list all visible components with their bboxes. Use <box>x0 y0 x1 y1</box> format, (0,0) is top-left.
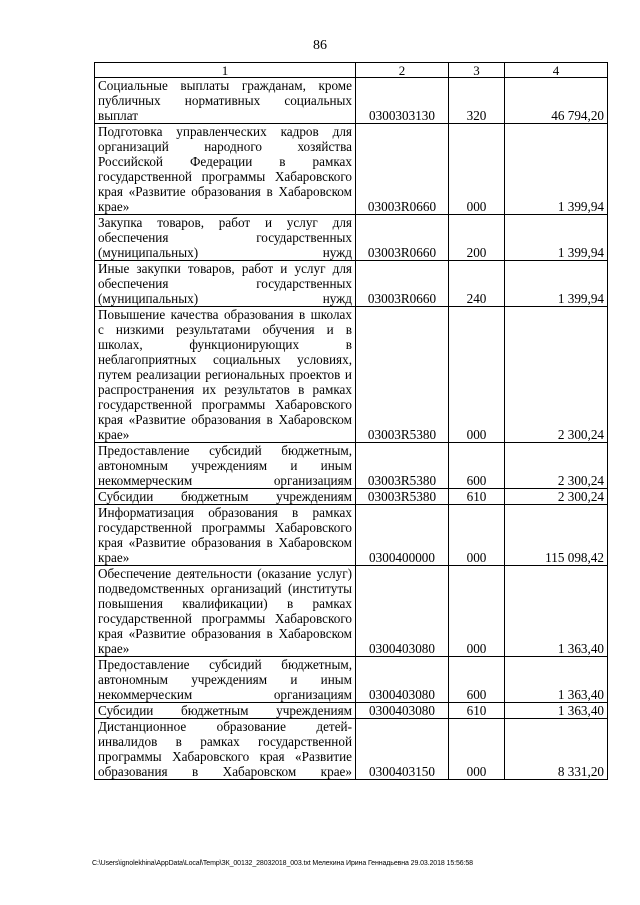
row-amount: 1 399,94 <box>505 124 608 215</box>
table-row <box>95 703 608 719</box>
row-target-code: 03003R5380 <box>356 443 449 489</box>
row-expense-type: 000 <box>449 124 505 215</box>
table-row <box>95 443 608 489</box>
table-row <box>95 489 608 505</box>
row-description: Иные закупки товаров, работ и услуг для обеспечения государственных (муниципальных) нужд <box>95 261 356 307</box>
row-expense-type: 600 <box>449 443 505 489</box>
page-number: 86 <box>313 38 327 53</box>
row-expense-type: 610 <box>449 489 505 505</box>
row-amount: 46 794,20 <box>505 78 608 124</box>
row-target-code: 03003R0660 <box>356 215 449 261</box>
row-expense-type: 320 <box>449 78 505 124</box>
row-target-code: 03003R0660 <box>356 124 449 215</box>
row-amount: 8 331,20 <box>505 719 608 780</box>
table-row <box>95 124 608 215</box>
row-expense-type: 610 <box>449 703 505 719</box>
row-amount: 2 300,24 <box>505 307 608 443</box>
row-description: Информатизация образования в рамках государственной программы Хабаровского края «Развитие образования в Хабаровском крае» <box>95 505 356 566</box>
row-target-code: 0300403080 <box>356 657 449 703</box>
row-description: Подготовка управленческих кадров для организаций народного хозяйства Российской Федерации в рамках государственной программы Хабаровского края «Развитие образования в Хабаровском крае» <box>95 124 356 215</box>
budget-table <box>94 62 608 780</box>
row-amount: 115 098,42 <box>505 505 608 566</box>
row-amount: 2 300,24 <box>505 489 608 505</box>
header-col-1: 1 <box>95 63 356 78</box>
row-target-code: 0300400000 <box>356 505 449 566</box>
row-description: Повышение качества образования в школах с низкими результатами обучения и в школах, функционирующих в неблагоприятных социальных условиях, путем реализации региональных проектов и распространения их результатов в рамках государственной программы Хабаровского края «Развитие образования в Хабаровском крае» <box>95 307 356 443</box>
row-expense-type: 000 <box>449 505 505 566</box>
table-row <box>95 719 608 780</box>
row-expense-type: 240 <box>449 261 505 307</box>
row-description: Дистанционное образование детей-инвалидов в рамках государственной программы Хабаровского края «Развитие образования в Хабаровском крае» <box>95 719 356 780</box>
row-amount: 1 363,40 <box>505 566 608 657</box>
file-path-footer: C:\Users\ignolekhina\AppData\Local\Temp\ЗК_00132_28032018_003.txt Мелехина Ирина Геннадьевна 29.03.2018 15:56:58 <box>92 860 473 867</box>
row-target-code: 0300403080 <box>356 566 449 657</box>
row-target-code: 0300303130 <box>356 78 449 124</box>
table-row <box>95 261 608 307</box>
row-expense-type: 000 <box>449 719 505 780</box>
row-description: Социальные выплаты гражданам, кроме публичных нормативных социальных выплат <box>95 78 356 124</box>
header-col-4: 4 <box>505 63 608 78</box>
row-description: Предоставление субсидий бюджетным, автономным учреждениям и иным некоммерческим организациям <box>95 443 356 489</box>
row-expense-type: 600 <box>449 657 505 703</box>
header-col-3: 3 <box>449 63 505 78</box>
table-body <box>95 78 608 780</box>
row-description: Закупка товаров, работ и услуг для обеспечения государственных (муниципальных) нужд <box>95 215 356 261</box>
table-row <box>95 215 608 261</box>
header-col-2: 2 <box>356 63 449 78</box>
row-expense-type: 000 <box>449 566 505 657</box>
table-row <box>95 505 608 566</box>
row-amount: 1 399,94 <box>505 261 608 307</box>
row-description: Предоставление субсидий бюджетным, автономным учреждениям и иным некоммерческим организациям <box>95 657 356 703</box>
row-description: Обеспечение деятельности (оказание услуг) подведомственных организаций (институты повышения квалификации) в рамках государственной программы Хабаровского края «Развитие образования в Хабаровском крае» <box>95 566 356 657</box>
row-amount: 1 399,94 <box>505 215 608 261</box>
row-expense-type: 200 <box>449 215 505 261</box>
row-target-code: 0300403080 <box>356 703 449 719</box>
row-description: Субсидии бюджетным учреждениям <box>95 703 356 719</box>
row-target-code: 03003R0660 <box>356 261 449 307</box>
row-amount: 2 300,24 <box>505 443 608 489</box>
row-amount: 1 363,40 <box>505 657 608 703</box>
table-row <box>95 657 608 703</box>
row-target-code: 0300403150 <box>356 719 449 780</box>
row-target-code: 03003R5380 <box>356 489 449 505</box>
header-row <box>95 63 608 78</box>
row-amount: 1 363,40 <box>505 703 608 719</box>
row-target-code: 03003R5380 <box>356 307 449 443</box>
table-row <box>95 78 608 124</box>
row-expense-type: 000 <box>449 307 505 443</box>
table-row <box>95 307 608 443</box>
table-row <box>95 566 608 657</box>
row-description: Субсидии бюджетным учреждениям <box>95 489 356 505</box>
